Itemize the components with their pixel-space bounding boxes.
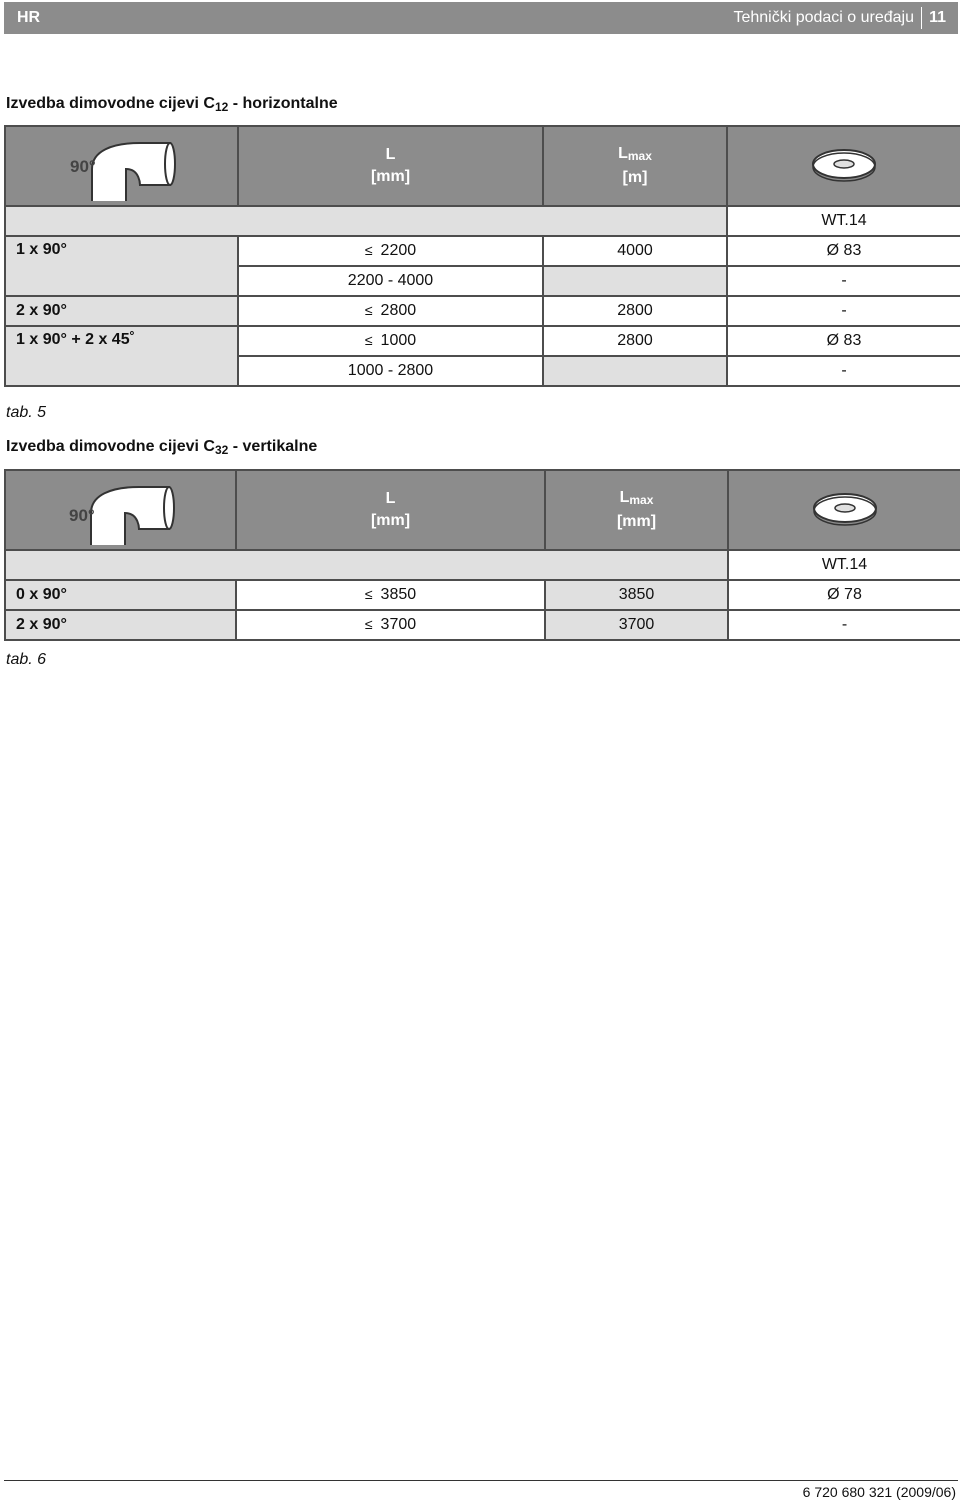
table-vertical: [4, 469, 960, 641]
table-caption-5: tab. 5: [6, 404, 47, 421]
l-value: ≤ 3850: [236, 580, 545, 610]
model-name: WT.14: [727, 206, 960, 236]
table-horizontal: [4, 125, 960, 387]
elbow-header-cell: [5, 126, 238, 206]
col-lmax-unit: [mm]: [616, 513, 657, 530]
diameter-value: -: [728, 610, 960, 640]
section-title-suffix: - horizontalne: [228, 95, 338, 112]
l-value: ≤ 2800: [238, 296, 543, 326]
lmax-value: 2800: [543, 296, 727, 326]
diameter-value: Ø 83: [727, 326, 960, 356]
table-model-row: [5, 550, 960, 580]
table-row: [5, 580, 960, 610]
ring-header-cell: [728, 470, 960, 550]
model-row-empty: [5, 550, 728, 580]
col-lmax-header: [545, 470, 728, 550]
col-l-header: [238, 126, 543, 206]
elbow-90-icon: [61, 475, 181, 545]
chapter-title: Tehnički podaci o uređaju: [733, 9, 914, 26]
diameter-value: Ø 78: [728, 580, 960, 610]
page-number: 11: [929, 9, 946, 26]
section-title-subscript: 32: [214, 443, 229, 457]
elbow-header-cell: [5, 470, 236, 550]
col-l-label: L: [385, 146, 396, 163]
section-title-subscript: 12: [214, 100, 229, 114]
row-label: 2 x 90°: [5, 610, 236, 640]
elbow-90-icon: [62, 131, 182, 201]
ring-header-cell: [727, 126, 960, 206]
row-label: 1 x 90° + 2 x 45˚: [5, 326, 238, 386]
l-value: ≤ 1000: [238, 326, 543, 356]
section-title-text: Izvedba dimovodne cijevi C: [6, 95, 215, 112]
col-l-label: L: [385, 490, 396, 507]
col-lmax-label: Lmax: [619, 489, 654, 507]
lmax-value: 3700: [545, 610, 728, 640]
diameter-value: -: [727, 266, 960, 296]
col-l-unit: [mm]: [370, 512, 411, 529]
document-code: 6 720 680 321 (2009/06): [802, 1484, 956, 1500]
row-label: 2 x 90°: [5, 296, 238, 326]
section-title-horizontal: [6, 95, 338, 114]
flue-ring-icon: [809, 146, 879, 186]
col-lmax-label: Lmax: [618, 145, 652, 163]
col-lmax-unit: [m]: [622, 169, 648, 186]
col-l-header: [236, 470, 545, 550]
lmax-value: [543, 266, 727, 296]
model-row-empty: [5, 206, 727, 236]
table-header-row: [5, 470, 960, 550]
row-label: 1 x 90°: [5, 236, 238, 296]
page-header: [4, 2, 958, 34]
lmax-value: 4000: [543, 236, 727, 266]
table-row: [5, 326, 960, 356]
lmax-value: 3850: [545, 580, 728, 610]
lmax-value: 2800: [543, 326, 727, 356]
section-title-vertical: [6, 438, 317, 457]
table-header-row: [5, 126, 960, 206]
footer-rule: [4, 1480, 958, 1481]
col-l-unit: [mm]: [370, 168, 411, 185]
diameter-value: -: [727, 356, 960, 386]
table-row: [5, 296, 960, 326]
flue-ring-icon: [810, 490, 880, 530]
l-value: 2200 - 4000: [238, 266, 543, 296]
table-caption-6: tab. 6: [6, 651, 47, 668]
model-name: WT.14: [728, 550, 960, 580]
row-label: 0 x 90°: [5, 580, 236, 610]
lmax-value: [543, 356, 727, 386]
header-separator: [921, 7, 922, 29]
elbow-angle-label: 90°: [69, 157, 96, 176]
l-value: ≤ 2200: [238, 236, 543, 266]
section-title-text: Izvedba dimovodne cijevi C: [6, 438, 215, 455]
l-value: ≤ 3700: [236, 610, 545, 640]
diameter-value: -: [727, 296, 960, 326]
table-model-row: [5, 206, 960, 236]
l-value: 1000 - 2800: [238, 356, 543, 386]
table-row: [5, 236, 960, 266]
table-row: [5, 610, 960, 640]
elbow-angle-label: 90°: [68, 506, 95, 525]
section-title-suffix: - vertikalne: [228, 438, 318, 455]
diameter-value: Ø 83: [727, 236, 960, 266]
language-code: HR: [17, 9, 41, 26]
col-lmax-header: [543, 126, 727, 206]
